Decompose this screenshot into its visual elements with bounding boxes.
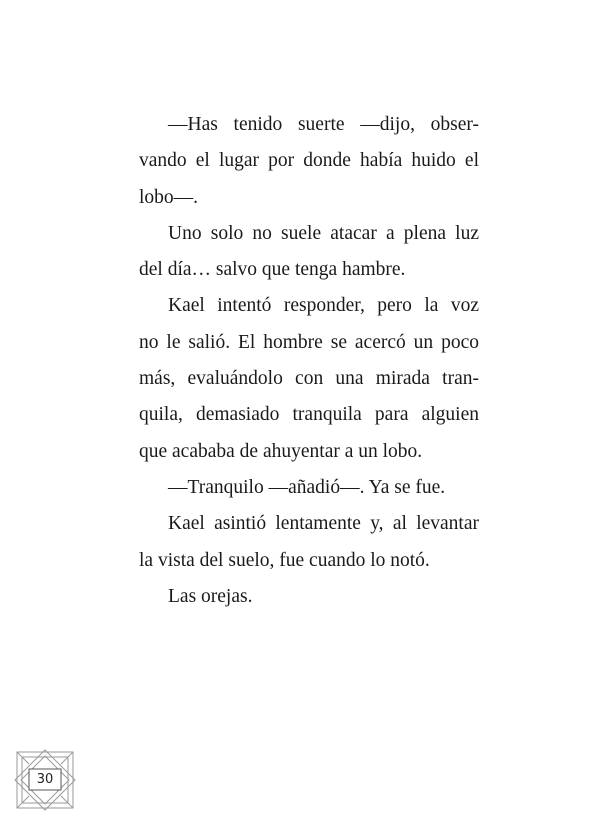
text-line: Uno solo no suele atacar a plena luz (168, 222, 479, 244)
text-line: la vista del suelo, fue cuando lo notó. (139, 549, 430, 571)
text-line: lobo—. (139, 186, 199, 208)
body-text (139, 107, 479, 615)
page-number: 30 (36, 772, 54, 787)
text-line: —Has tenido suerte —dijo, obser- (168, 114, 479, 135)
text-line: quila, demasiado tranquila para alguien (139, 404, 479, 426)
text-line: más, evaluándolo con una mirada tran- (139, 368, 479, 390)
text-line: Kael asintió lentamente y, al levantar (168, 513, 479, 535)
text-line: del día… salvo que tenga hambre. (139, 259, 406, 281)
text-line: Kael intentó responder, pero la voz (168, 295, 479, 317)
text-line: —Tranquilo —añadió—. Ya se fue. (168, 476, 446, 498)
text-line: Las orejas. (168, 585, 253, 607)
text-line: vando el lugar por donde había huido el (139, 150, 479, 172)
text-line: que acababa de ahuyentar a un lobo. (139, 440, 423, 462)
text-line: no le salió. El hombre se acercó un poco (139, 331, 479, 353)
